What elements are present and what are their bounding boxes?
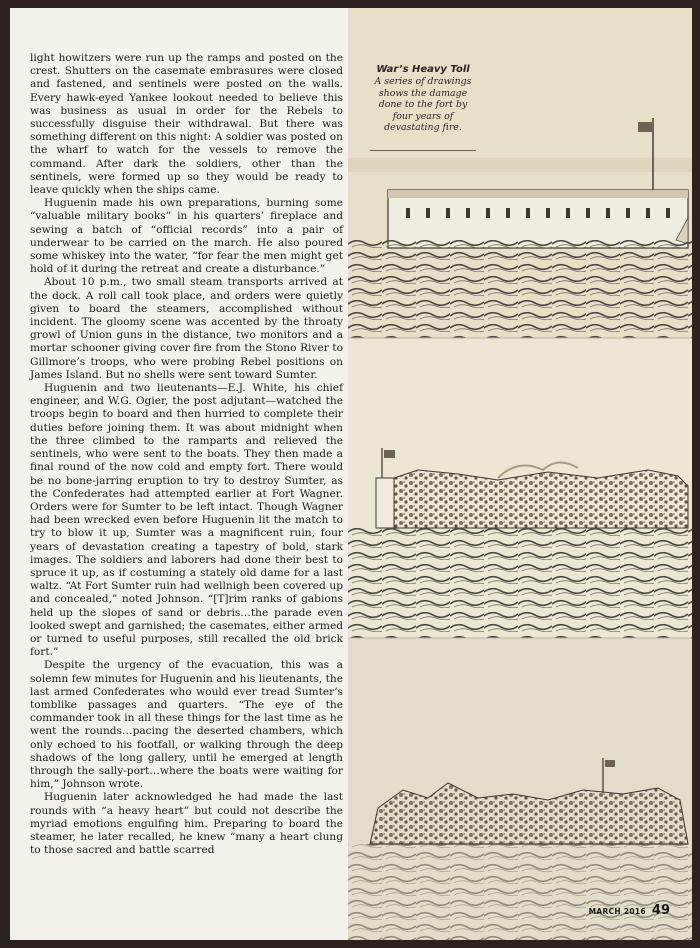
- article-paragraph: light howitzers were run up the ramps and posted on the crest. Shutters on the casemate embrasures were closed and fastened, and sentinels were posted on the walls. Every hawk-eyed Yankee lookout needed to believe this was business as usual in order for the Rebels to successfully disguise their withdrawal. But there was something different on this night: A soldier was posted on the wharf to watch for the vessels to remove the command. After dark the soldiers, other than the sentinels, were formed up so they would be ready to leave quickly when the ships came.: [30, 52, 343, 197]
- page-folio: [589, 903, 670, 918]
- caption-divider: [370, 150, 476, 151]
- drawing-fort-battered: [348, 338, 692, 638]
- article-paragraph: Huguenin later acknowledged he had made the last rounds with “a heavy heart” but could not describe the myriad emotions engulfing him. Preparing to board the steamer, he later recalled, he knew “many a heart clung to those sacred and battle scarred: [30, 791, 343, 857]
- fort-drawings: [348, 8, 692, 940]
- illustration-column: [348, 8, 692, 940]
- drawing-fort-intact: [348, 8, 692, 338]
- article-text-column: [30, 52, 343, 857]
- article-paragraph: Huguenin made his own preparations, burning some “valuable military books” in his quarters’ fireplace and sewing a batch of “official records” into a pair of underwear to be carried on the march. He also poured some whiskey into the water, “for fear the men might get hold of it during the retreat and create a disturbance.”: [30, 197, 343, 276]
- magazine-page: [10, 8, 692, 940]
- caption-title: War’s Heavy Toll: [376, 64, 470, 75]
- fort-walls: [388, 190, 688, 248]
- harbor-water: [348, 240, 692, 338]
- drawing-fort-ruined: [348, 638, 692, 940]
- article-paragraph: Huguenin and two lieutenants—E.J. White, his chief engineer, and W.G. Ogier, the post adjutant—watched the troops begin to board and then hurried to complete their duties before joining them. It was about midnight when the three climbed to the ramparts and relieved the sentinels, who were sent to the boats. They then made a final round of the now cold and empty fort. There would be no bone-jarring eruption to try to destroy Sumter, as the Confederates had attempted earlier at Fort Wagner. Orders were for Sumter to be left intact. Though Wagner had been wrecked even before Huguenin lit the match to try to blow it up, Sumter was a magnificent ruin, four years of devastation creating a tapestry of bold, stark images. The soldiers and laborers had done their best to spruce it up, as if costuming a stately old dame for a last waltz. “At Fort Sumter ruin had wellnigh been covered up and concealed,” noted Johnson. “[T]rim ranks of gabions held up the slopes of sand or debris…the parade even looked swept and garnished; the casemates, either armed or turned to useful purposes, still recalled the old brick fort.”: [30, 382, 343, 659]
- harbor-water: [348, 844, 692, 940]
- image-caption: [370, 63, 476, 134]
- article-paragraph: Despite the urgency of the evacuation, this was a solemn few minutes for Huguenin and his lieutenants, the last armed Confederates who would ever tread Sumter’s tomblike passages and quarters. “The eye of the commander took in all these things for the last time as he went the rounds…pacing the deserted chambers, which only echoed to his footfall, or walking through the deep shadows of the long gallery, until he emerged at length through the sally-port…where the boats were waiting for him,” Johnson wrote.: [30, 659, 343, 791]
- caption-body: A series of drawings shows the damage done to the fort by four years of devastating fire.: [374, 76, 472, 134]
- page-number: 49: [651, 903, 670, 918]
- harbor-water: [348, 528, 692, 638]
- article-paragraph: About 10 p.m., two small steam transports arrived at the dock. A roll call took place, and orders were quietly given to board the steamers, accomplished without incident. The gloomy scene was accented by the throaty growl of Union guns in the distance, two monitors and a mortar schooner giving cover fire from the Stono River to Gillmore’s troops, who were probing Rebel positions on James Island. But no shells were sent toward Sumter.: [30, 276, 343, 381]
- flag-icon: [638, 122, 652, 132]
- flag-icon: [605, 760, 615, 767]
- issue-date: MARCH 2016: [588, 907, 646, 916]
- flag-icon: [384, 450, 395, 458]
